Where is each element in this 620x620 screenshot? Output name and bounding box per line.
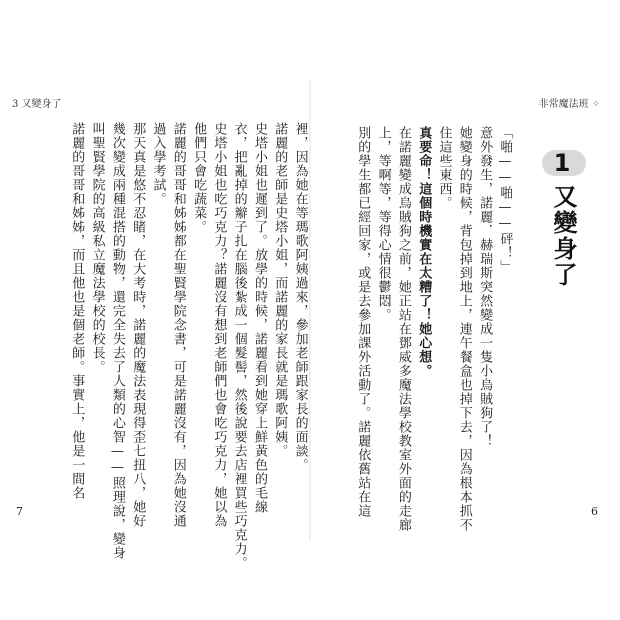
left-line-3: 史塔小姐也遲到了。放學的時候，諾麗看到她穿上鮮黃色的毛線 (251, 122, 267, 514)
running-head-right (539, 95, 600, 110)
running-head-left (12, 95, 62, 110)
left-line-8: 過入學考試。 (150, 122, 166, 206)
page-number-right: 6 (591, 505, 598, 518)
right-line-7: 上，等啊等，等得心情很鬱悶。 (375, 126, 391, 322)
left-line-1: 裡，因為她在等瑪歌阿姨過來，參加老師跟家長的面談。 (292, 122, 308, 472)
left-line-6: 他們只會吃蔬菜。 (191, 122, 207, 234)
chapter-number: 1 (553, 149, 571, 177)
left-line-4: 衣，把亂掉的辮子扎在腦後紮成一個髮髻，然後說要去店裡買些巧克力。 (231, 122, 247, 570)
left-line-7: 諾麗的哥哥和姊姊都在聖賢學院念書，可是諾麗沒有，因為她沒通 (170, 122, 186, 528)
right-line-6: 在諾麗變成烏賊狗之前，她正站在鄧威多魔法學校教室外面的走廊 (395, 126, 411, 532)
right-page-body (352, 126, 514, 532)
chapter-number-badge (542, 148, 586, 178)
left-page-body (66, 122, 310, 570)
left-line-10: 幾次變成兩種混搭的動物，還完全失去了人類的心智——照理說，變身 (109, 122, 125, 560)
right-line-8: 別的學生都已經回家，或是去參加課外活動了。諾麗依舊站在這 (355, 126, 371, 518)
sparkle-icon: ✧ (591, 99, 600, 110)
running-head-left-text: 3 又變身了 (12, 99, 62, 110)
chapter-title: 又變身了 (549, 184, 577, 288)
right-line-5: 真要命！這個時機實在太糟了！她心想。 (416, 126, 432, 378)
right-line-2: 意外發生，諾麗．赫瑞斯突然變成一隻小烏賊狗了！ (477, 126, 493, 448)
left-line-2: 諾麗的老師是史塔小姐，而諾麗的家長就是瑪歌阿姨。 (272, 122, 288, 458)
left-line-11: 叫聖賢學院的高級私立魔法學校的校長。 (89, 122, 105, 374)
running-head-right-text: 非常魔法班 (538, 99, 589, 110)
page-number-left: 7 (16, 505, 23, 518)
right-line-1: 「啪——啪——砰！」 (497, 126, 513, 274)
chapter-heading (536, 148, 596, 318)
left-line-5: 史塔小姐也吃巧克力？諾麗沒有想到老師們也會吃巧克力，她以為 (211, 122, 227, 528)
right-line-4: 住這些東西。 (436, 126, 452, 210)
right-line-3: 她變身的時候，背包掉到地上，連午餐盒也掉下去，因為根本抓不 (456, 126, 472, 532)
left-line-12: 諾麗的哥哥和姊姊，而且他也是個老師。事實上，他是一間名 (69, 122, 85, 500)
left-line-9: 那天真是悠不忍睹，在大考時，諾麗的魔法表現得歪七扭八，她好 (130, 122, 146, 528)
